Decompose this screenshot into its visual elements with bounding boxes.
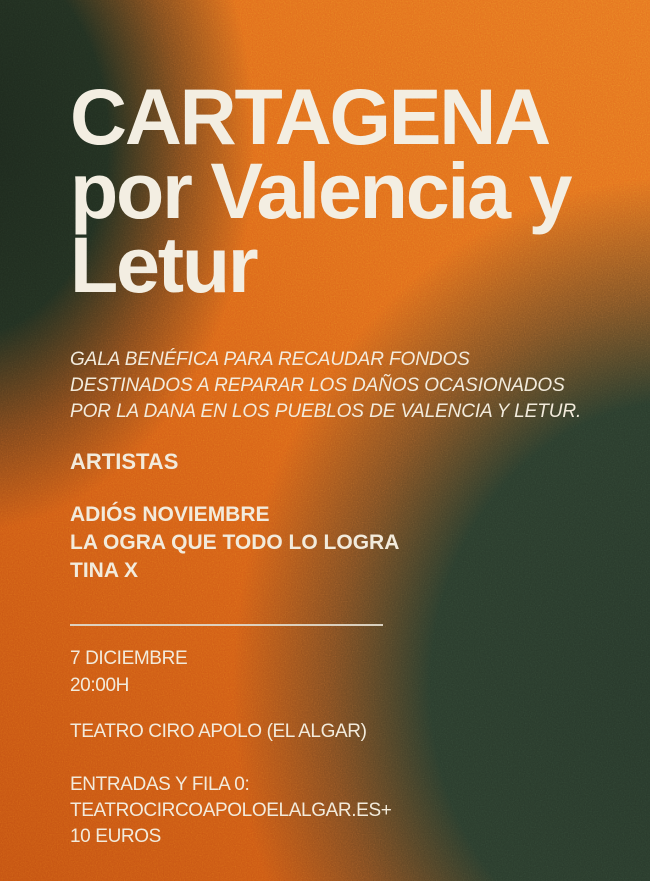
title-line-2: por Valencia y — [70, 146, 571, 235]
tickets-price: 10 EUROS — [70, 826, 161, 847]
artist-name: TINA X — [70, 559, 139, 582]
artist-name: ADIÓS NOVIEMBRE — [70, 503, 270, 526]
artists-list — [70, 501, 399, 585]
event-date: 7 DICIEMBRE — [70, 648, 188, 669]
artists-heading: ARTISTAS — [70, 449, 179, 474]
event-venue: TEATRO CIRO APOLO (EL ALGAR) — [70, 721, 367, 742]
description-line-1: GALA BENÉFICA PARA RECAUDAR FONDOS — [70, 349, 470, 370]
tickets-label: ENTRADAS Y FILA 0: — [70, 774, 250, 795]
description-line-3: POR LA DANA EN LOS PUEBLOS DE VALENCIA Y LETUR. — [70, 401, 582, 422]
divider-line — [70, 624, 383, 626]
poster-title — [70, 72, 571, 309]
tickets-info — [70, 772, 391, 850]
title-line-1: CARTAGENA — [70, 72, 549, 161]
event-time: 20:00H — [70, 675, 129, 696]
event-description — [70, 347, 581, 425]
title-line-3: Letur — [70, 220, 257, 309]
tickets-website: TEATROCIRCOAPOLOELALGAR.ES+ — [70, 800, 392, 821]
description-line-2: DESTINADOS A REPARAR LOS DAÑOS OCASIONADOS — [70, 375, 565, 396]
event-schedule — [70, 645, 187, 699]
artist-name: LA OGRA QUE TODO LO LOGRA — [70, 531, 400, 554]
